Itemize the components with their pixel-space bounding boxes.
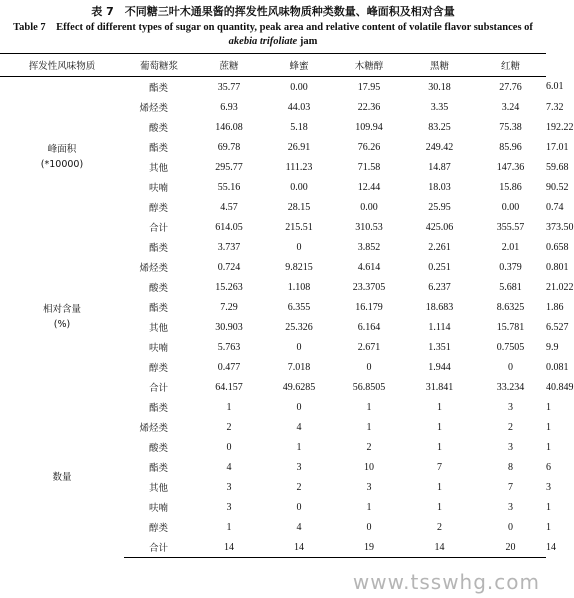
table-cell: 0.00: [501, 201, 520, 213]
table-cell: 2.01: [501, 241, 520, 253]
table-cell: 1: [366, 501, 372, 513]
table-row: 醇类 4.57 28.15 0.00 25.95 0.00 0.74: [0, 197, 546, 217]
table-row: 呋喃 3 0 1 1 3 1: [0, 497, 546, 517]
table-cell: 25.326: [285, 321, 313, 333]
table-cell: 1: [437, 441, 442, 453]
table-cell: 16.179: [355, 301, 383, 313]
section-label: [0, 237, 124, 397]
row-label: 合计: [148, 383, 168, 394]
table-cell: 0: [508, 521, 513, 533]
table-cell: 310.53: [355, 221, 383, 233]
table-cell: 8: [508, 461, 513, 473]
table-cell: 17.95: [357, 81, 381, 93]
table-cell: 15.86: [499, 181, 522, 193]
row-label: 醇类: [148, 363, 168, 374]
table-cell: 6.355: [287, 301, 311, 313]
table-cell: 1: [437, 401, 442, 413]
table-cell: 111.23: [285, 161, 313, 173]
table-row: 烯烃类 2 4 1 1 2 1: [0, 417, 546, 437]
table-cell: 5.763: [217, 341, 241, 353]
section-label: [0, 77, 124, 238]
row-label: 呋喃: [148, 343, 168, 354]
table-cell: 2: [437, 521, 442, 533]
column-header-sugar: 黑糖: [404, 54, 475, 77]
table-cell: 64.157: [215, 381, 243, 393]
table-cell: 30.18: [428, 81, 451, 93]
table-cell: 85.96: [499, 141, 522, 153]
row-label: 合计: [148, 223, 168, 234]
table-cell: 109.94: [355, 121, 383, 133]
table-cell: 35.77: [217, 81, 241, 93]
table-cell: 249.42: [425, 141, 454, 153]
row-label: 酯类: [148, 403, 168, 414]
table-cell: 1.108: [287, 281, 311, 293]
table-row: 呋喃 55.16 0.00 12.44 18.03 15.86 90.52: [0, 177, 546, 197]
table-cell: 18.03: [428, 181, 451, 193]
row-label: 烯烃类: [139, 103, 168, 114]
table-cell: 3: [226, 481, 232, 493]
table-cell: 23.3705: [352, 281, 386, 293]
table-cell: 56.8505: [352, 381, 386, 393]
table-cell: 3: [508, 441, 513, 453]
column-header-sugar: 红糖: [475, 54, 546, 77]
table-cell: 15.781: [496, 321, 525, 333]
row-label: 其他: [148, 483, 168, 494]
table-row: 烯烃类 6.93 44.03 22.36 3.35 3.24 7.32: [0, 97, 546, 117]
table-cell: 25.95: [428, 201, 451, 213]
table-cell: 0: [508, 361, 513, 373]
table-cell: 0.251: [428, 261, 451, 273]
table-cell: 6.237: [428, 281, 451, 293]
table-cell: 0.379: [499, 261, 522, 273]
table-row: 合计 614.05 215.51 310.53 425.06 355.57 373.50: [0, 217, 546, 237]
table-row: 酯类 4 3 10 7 8 6: [0, 457, 546, 477]
table-cell: 355.57: [496, 221, 525, 233]
table-cell: 55.16: [217, 181, 241, 193]
table-cell: 7.018: [287, 361, 311, 373]
table-title-en: [0, 21, 546, 49]
table-cell: 2: [296, 481, 302, 493]
table-cell: 14: [264, 537, 334, 558]
table-cell: 1.114: [428, 321, 451, 333]
table-cell: 1: [437, 481, 442, 493]
row-label: 呋喃: [148, 503, 168, 514]
table-cell: 0: [366, 361, 372, 373]
watermark: www.tsswhg.com: [352, 570, 540, 594]
table-cell: 49.6285: [282, 381, 316, 393]
row-label: 呋喃: [148, 183, 168, 194]
section-label: [0, 397, 124, 558]
table-cell: 5.681: [499, 281, 522, 293]
table-cell: 31.841: [425, 381, 454, 393]
row-label: 烯烃类: [139, 423, 168, 434]
table-cell: 0.00: [360, 201, 378, 213]
table-cell: 33.234: [496, 381, 525, 393]
table-cell: 22.36: [357, 101, 381, 113]
table-body: [0, 77, 574, 558]
table-cell: 6.93: [220, 101, 238, 113]
table-cell: 3.852: [357, 241, 381, 253]
table-cell: 30.903: [215, 321, 243, 333]
row-label: 酸类: [148, 123, 168, 134]
table-cell: 6.164: [357, 321, 381, 333]
table-cell: 26.91: [287, 141, 311, 153]
table-row: 相对含量 (%) 酯类 3.737 0 3.852 2.261 2.01 0.658: [0, 237, 546, 257]
table-title-en-prefix: Table 7 Effect of different types of sugar on quantity, peak area and relative content of volatile flavor substances of: [13, 22, 533, 33]
section-label-line2: (*10000): [40, 159, 84, 170]
table-cell: 15.263: [215, 281, 243, 293]
table-cell: 27.76: [499, 81, 522, 93]
table-row: 酸类 0 1 2 1 3 1: [0, 437, 546, 457]
table-cell: 0: [226, 441, 232, 453]
table-row: 醇类 0.477 7.018 0 1.944 0 0.081: [0, 357, 546, 377]
table-cell: 4: [226, 461, 232, 473]
table-row: 呋喃 5.763 0 2.671 1.351 0.7505 9.9: [0, 337, 546, 357]
table-row: 峰面积 (*10000) 酯类 35.77 0.00 17.95 30.18 27.76 6.01: [0, 77, 546, 98]
row-label: 烯烃类: [139, 263, 168, 274]
table-cell: 75.38: [499, 121, 522, 133]
table-cell: 2: [508, 421, 513, 433]
table-cell: 215.51: [285, 221, 313, 233]
table-cell: 7: [437, 461, 442, 473]
row-label: 醇类: [148, 523, 168, 534]
table-cell: 44.03: [287, 101, 311, 113]
table-cell: 0: [296, 501, 302, 513]
row-label: 合计: [124, 537, 194, 558]
table-cell: 0.00: [290, 81, 308, 93]
table-row: 醇类 1 4 0 2 0 1: [0, 517, 546, 537]
row-label: 酯类: [148, 83, 168, 94]
table-cell: 7: [508, 481, 513, 493]
table-cell: 146.08: [215, 121, 243, 133]
table-row: 酸类 146.08 5.18 109.94 83.25 75.38 192.22: [0, 117, 546, 137]
section-label-line2: (%): [53, 319, 71, 330]
table-cell: 18.683: [425, 301, 454, 313]
table-caption: [0, 5, 546, 49]
table-cell: 3.35: [430, 101, 449, 113]
table-cell: 4.57: [220, 201, 238, 213]
table-cell: 1: [296, 441, 302, 453]
table-cell: 147.36: [496, 161, 525, 173]
table-cell: 0.00: [290, 181, 308, 193]
row-label: 其他: [148, 323, 168, 334]
table-cell: 1: [437, 421, 442, 433]
table-cell: 14: [404, 537, 475, 558]
table-row: 其他 295.77 111.23 71.58 14.87 147.36 59.68: [0, 157, 546, 177]
column-header-substance: 挥发性风味物质: [0, 54, 124, 77]
table-cell: 0: [296, 401, 302, 413]
table-cell: 3: [296, 461, 302, 473]
table-cell: 9.8215: [285, 261, 313, 273]
table-row: 其他 30.903 25.326 6.164 1.114 15.781 6.527: [0, 317, 546, 337]
table-cell: 0: [296, 241, 302, 253]
section-label-line1: 峰面积: [47, 144, 77, 155]
table-cell: 71.58: [357, 161, 381, 173]
table-cell: 4.614: [357, 261, 381, 273]
table-cell: 0.7505: [496, 341, 525, 353]
table-cell: 3: [508, 501, 513, 513]
table-cell: 3: [366, 481, 372, 493]
table-cell: 12.44: [357, 181, 381, 193]
table-cell: 19: [334, 537, 404, 558]
table-cell: 20: [475, 537, 546, 558]
table-cell: 3.737: [217, 241, 241, 253]
table-cell: 1: [226, 401, 232, 413]
table-title-en-italic: akebia trifoliate: [228, 36, 298, 47]
table-cell: 1.351: [428, 341, 451, 353]
table-cell: 614.05: [215, 221, 243, 233]
table-cell: 0.724: [217, 261, 241, 273]
table-row: 其他 3 2 3 1 7 3: [0, 477, 546, 497]
row-label: 酸类: [148, 443, 168, 454]
table-title-cn: 表 7 不同糖三叶木通果酱的挥发性风味物质种类数量、峰面积及相对含量: [91, 5, 455, 18]
row-label: 醇类: [148, 203, 168, 214]
table-cell: 2.261: [428, 241, 451, 253]
table-cell: 7.29: [220, 301, 238, 313]
table-row: 酸类 15.263 1.108 23.3705 6.237 5.681 21.022: [0, 277, 546, 297]
table-cell: 76.26: [357, 141, 381, 153]
column-header-sugar: 葡萄糖浆: [124, 54, 194, 77]
table-cell: 4: [296, 521, 302, 533]
row-label: 酯类: [148, 243, 168, 254]
table-cell: 0.477: [217, 361, 241, 373]
column-header-sugar: 蜂蜜: [264, 54, 334, 77]
table-cell: 3.24: [501, 101, 520, 113]
row-label: 酯类: [148, 303, 168, 314]
table-cell: 83.25: [428, 121, 451, 133]
table-title-en-suffix: jam: [297, 36, 318, 47]
table-cell: 1: [366, 401, 372, 413]
table-cell: 425.06: [425, 221, 454, 233]
table-cell: 14: [194, 537, 264, 558]
table-cell: 2: [366, 441, 372, 453]
table-cell: 8.6325: [496, 301, 525, 313]
header-row: [0, 54, 546, 77]
table-cell: 3: [226, 501, 232, 513]
row-label: 酯类: [148, 143, 168, 154]
table-cell: 2: [226, 421, 232, 433]
table-row: 合计 14 14 19 14 20 14: [0, 537, 546, 558]
table-cell: 69.78: [217, 141, 241, 153]
table-cell: 295.77: [215, 161, 243, 173]
data-table: [0, 53, 574, 558]
column-header-sugar: 木糖醇: [334, 54, 404, 77]
table-cell: 3: [508, 401, 513, 413]
table-cell: 2.671: [357, 341, 381, 353]
section-label-line1: 数量: [52, 471, 72, 483]
row-label: 酯类: [148, 463, 168, 474]
table-cell: 1: [366, 421, 372, 433]
table-cell: 14.87: [428, 161, 451, 173]
table-cell: 0: [296, 341, 302, 353]
row-label: 其他: [148, 163, 168, 174]
table-row: 酯类 69.78 26.91 76.26 249.42 85.96 17.01: [0, 137, 546, 157]
table-row: 数量 酯类 1 0 1 1 3 1: [0, 397, 546, 417]
table-cell: 1.944: [428, 361, 451, 373]
table-cell: 0: [366, 521, 372, 533]
table-row: 酯类 7.29 6.355 16.179 18.683 8.6325 1.86: [0, 297, 546, 317]
table-cell: 1: [226, 521, 232, 533]
column-header-sugar: 蔗糖: [194, 54, 264, 77]
table-row: 烯烃类 0.724 9.8215 4.614 0.251 0.379 0.801: [0, 257, 546, 277]
table-cell: 10: [364, 461, 374, 473]
table-cell: 1: [437, 501, 442, 513]
row-label: 酸类: [148, 283, 168, 294]
section-label-line1: 相对含量: [42, 304, 81, 315]
table-cell: 5.18: [290, 121, 308, 133]
table-cell: 4: [296, 421, 302, 433]
table-row: 合计 64.157 49.6285 56.8505 31.841 33.234 40.849: [0, 377, 546, 397]
table-cell: 28.15: [287, 201, 311, 213]
